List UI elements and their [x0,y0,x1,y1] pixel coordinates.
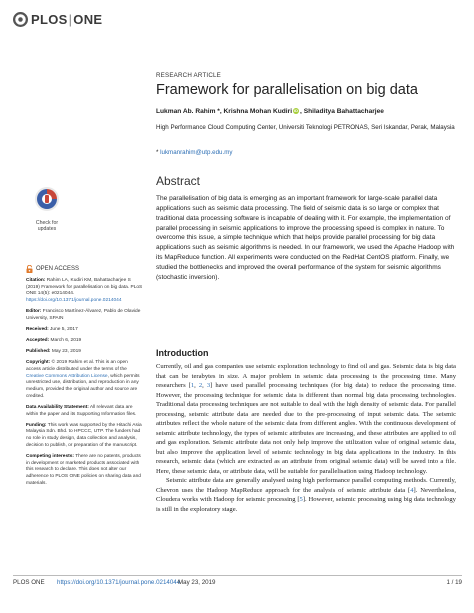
citation-link[interactable]: 2 [198,382,203,390]
corresponding-email [156,149,232,156]
funding-block: Funding: This work was supported by the Hitachi Asia Malaysia Sdn. Bhd. to HPCCC, UTP. The funders had no role in study design, data collection and analysis, decision to publish, or preparation of the manuscript. [26,422,142,448]
footer-doi-link[interactable]: https://doi.org/10.1371/journal.pone.0214044 [57,579,181,586]
check-for-updates-label: Check for updates [35,220,59,233]
plos-logo-icon [13,12,28,27]
competing-interests-block: Competing interests: There are no patents, products in development or marketed products associated with this research to declare. This does not alter our adherence to PLOS ONE policies on sharing data and materials. [26,453,141,486]
citation-doi-link[interactable]: https://doi.org/10.1371/journal.pone.0214044 [26,298,122,304]
plos-one-logo [13,12,102,27]
introduction-body [156,362,456,514]
intro-paragraph-2: Seismic attribute data are generally analysed using high performance parallel computing methods. Currently, Chevron uses the Hadoop MapReduce approach for the analysis of seismic attribute data [4]. Nevertheless, Cloudera works with Hadoop for seismic processing [5]. However, seismic processing using big data technology is still in the exploratory stage. [156,477,456,513]
open-access-label: OPEN ACCESS [36,266,80,272]
intro-paragraph-1: Currently, oil and gas companies use seismic exploration technology to find oil and gas. Seismic data is big data that can be terabytes in size. A major problem in seismic data processing is the processing time. Many researchers [1, 2, 3] have used parallel processing techniques (for big data) to reduce the processing time. However, the processing technique for seismic data is different than normal big data processing technologies. Traditional data processing techniques are not suitable to deal with the high density of seismic data. For parallel processing, seismic attribute data are needed due to the pre-processing of input seismic data. The seismic attributes reflect the whole nature of the seismic data from different angles. With the continuous development of seismic attribute technology, the types of seismic attributes are increasing, and these attributes are applied to oil and gas exploration. Seismic attribute data not only help improve the utilization value of original seismic data, but also improve the application level of seismic technology in big data applications in the industry. In this research, seismic data (which are extracted as an attribute from original seismic data) will be saved into a file. Here, these seismic data, or attribute data, will be suitable for parallelisation using Hadoop technology. [156,363,457,475]
citation-block: Citation: Rahim LA, Kudiri KM, Bahattacharjee S (2019) Framework for parallelisation on big data. PLoS ONE 14(5): e0214044. https://doi.org/10.1371/journal.pone.0214044 [26,278,143,304]
open-access-badge [26,265,79,273]
email-prefix: * [156,149,161,156]
editor-block: Editor: Francisco Martínez-Álvarez, Pablo de Olavide University, SPAIN [26,309,141,321]
logo-text: PLOS|ONE [31,12,103,27]
license-link[interactable]: Creative Commons Attribution License [26,373,108,379]
authors-text: Lukman Ab. Rahim *, Krishna Mohan Kudiri [156,108,293,115]
introduction-heading: Introduction [156,348,209,358]
article-title: Framework for parallelisation on big data [156,82,418,98]
check-for-updates-icon [34,186,60,212]
footer-journal: PLOS ONE [13,579,45,586]
citation-link[interactable]: 5 [299,496,303,504]
citation-link[interactable]: 3 [206,382,211,390]
received-block: Received: June 5, 2017 [26,327,78,332]
email-link[interactable]: lukmanrahim@utp.edu.my [160,149,233,156]
footer-date: May 23, 2019 [178,579,216,586]
citation-link[interactable]: 4 [410,486,414,494]
orcid-icon[interactable]: iD [294,108,299,114]
citation-link[interactable]: 1 [190,382,195,390]
data-availability-block: Data Availability Statement: All relevant data are within the paper and its Supporting Information files. [26,404,137,417]
copyright-block: Copyright: © 2019 Rahim et al. This is an open access article distributed under the terms of the Creative Commons Attribution License, which permits unrestricted use, distribution, and reproduction in any medium, provided the original author and source are credited. [26,360,140,399]
article-type: RESEARCH ARTICLE [156,72,221,79]
published-block: Published: May 23, 2019 [26,349,81,355]
abstract-text: The parallelisation of big data is emerging as an important framework for large-scale parallel data applications such as seismic data processing. The field of seismic data is so large or complex that traditional data processing software is incapable of dealing with it. For example, the implementation of parallel processing in seismic applications to improve the processing speed is complex in nature. To overcome this issue, a simple technique which that helps provide parallel processing for big data applications such as seismic algorithms is needed. In our framework, we used the Apache Hadoop with its MapReduce function. All experiments were conducted on the RedHat CentOS platform. Finally, we studied the bottlenecks and improved the overall performance of the system for seismic algorithms (stochastic inversion). [156,195,455,281]
affiliation: High Performance Cloud Computing Center, Universiti Teknologi PETRONAS, Seri Iskandar, Perak, Malaysia [156,124,455,131]
authors-text-2: , Shiladitya Bahattacharjee [300,108,384,115]
footer-divider [13,575,462,576]
author-list [156,108,456,115]
accepted-block: Accepted: March 6, 2019 [26,338,82,344]
check-for-updates-button[interactable] [26,186,68,232]
footer-page-number: 1 / 19 [446,579,462,586]
article-info-sidebar [26,278,144,492]
abstract-heading: Abstract [156,174,201,188]
open-lock-icon [26,265,33,273]
